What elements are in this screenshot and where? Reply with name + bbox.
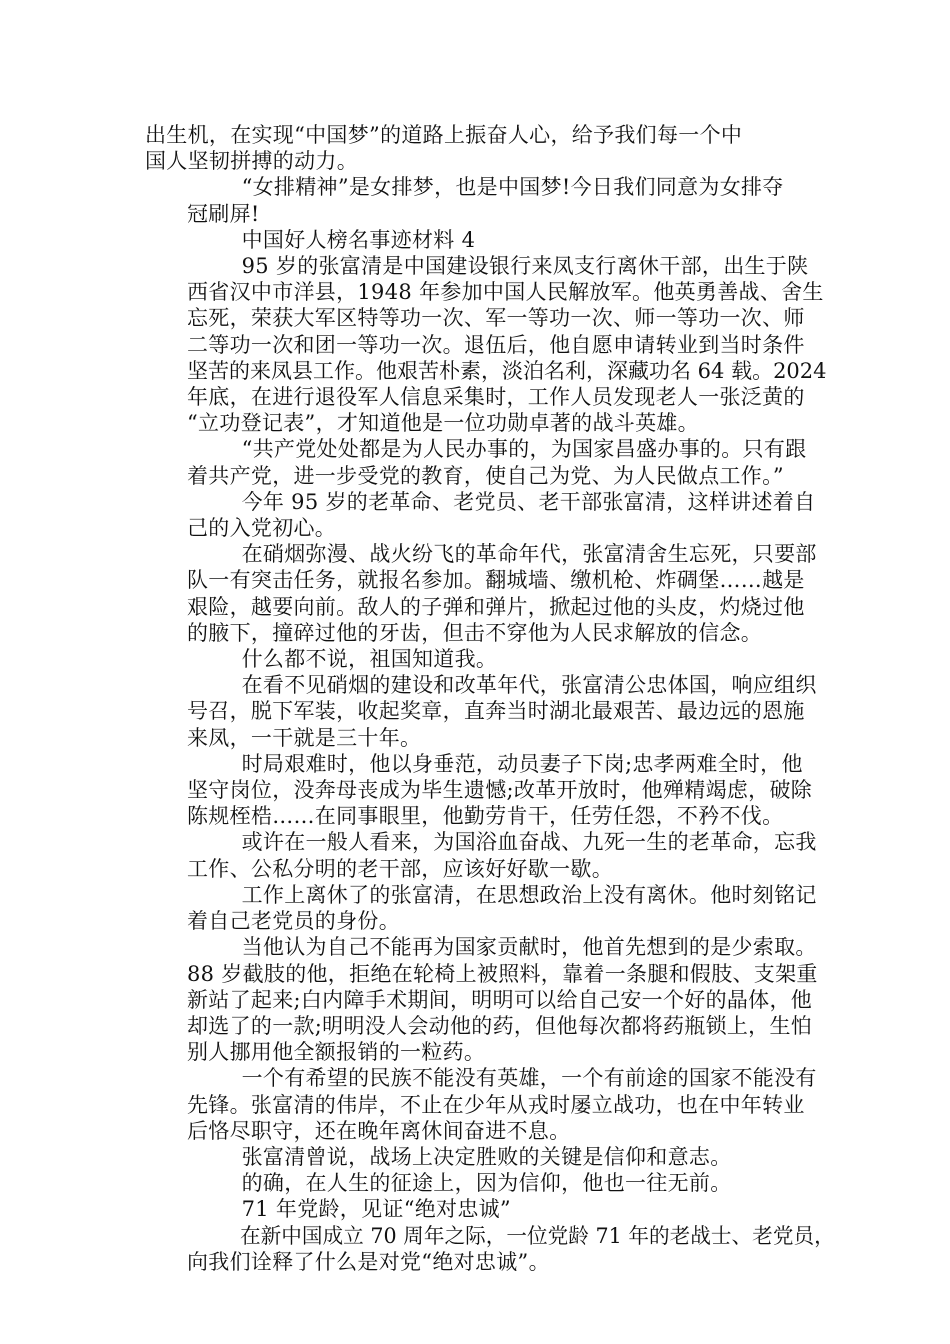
text-line: 时局艰难时，他以身垂范，动员妻子下岗;忠孝两难全时，他: [241, 751, 803, 776]
document-body: [145, 122, 835, 1275]
paragraph: [145, 829, 830, 881]
text-line: 后恪尽职守，还在晚年离休间奋进不息。: [187, 1118, 571, 1143]
text-line: 年底，在进行退役军人信息采集时，工作人员发现老人一张泛黄的: [187, 385, 805, 410]
text-line: 新站了起来;白内障手术期间，明明可以给自己安一个好的晶体，他: [187, 987, 813, 1012]
paragraph: [145, 253, 830, 436]
text-line: 88 岁截肢的他，拒绝在轮椅上被照料，靠着一条腿和假肢、支架重: [187, 961, 818, 986]
text-line: 的确，在人生的征途上，因为信仰，他也一往无前。: [241, 1171, 732, 1196]
text-line: 向我们诠释了什么是对党“绝对忠诚”。: [187, 1249, 550, 1274]
paragraph: [145, 436, 830, 488]
paragraph: [145, 934, 830, 1065]
paragraph: [145, 751, 830, 830]
text-line: 二等功一次和团一等功一次。退伍后，他自愿申请转业到当时条件: [187, 332, 805, 357]
text-line: “立功登记表”，才知道他是一位功勋卓著的战斗英雄。: [187, 411, 699, 436]
paragraph: [145, 122, 830, 174]
text-line: 在硝烟弥漫、战火纷飞的革命年代，张富清舍生忘死，只要部: [241, 542, 817, 567]
text-line: 忘死，荣获大军区特等功一次、军一等功一次、师一等功一次、师: [187, 306, 805, 331]
text-line: 当他认为自己不能再为国家贡献时，他首先想到的是少索取。: [241, 935, 817, 960]
text-line: 队一有突击任务，就报名参加。翻城墙、缴机枪、炸碉堡……越是: [187, 568, 805, 593]
text-line: 己的入党初心。: [187, 516, 337, 541]
paragraph: [145, 1065, 830, 1144]
text-line: 着自己老党员的身份。: [187, 909, 400, 934]
text-line: 什么都不说，祖国知道我。: [241, 647, 498, 672]
text-line: 却选了的一款;明明没人会动他的药，但他每次都将药瓶锁上，生怕: [187, 1013, 813, 1038]
paragraph: [145, 227, 830, 253]
text-line: 来凤，一干就是三十年。: [187, 725, 422, 750]
text-line: 在看不见硝烟的建设和改革年代，张富清公忠体国，响应组织: [241, 673, 817, 698]
text-line: 出生机，在实现“中国梦”的道路上振奋人心，给予我们每一个中: [145, 123, 743, 147]
text-line: 工作、公私分明的老干部，应该好好歇一歇。: [187, 856, 613, 881]
paragraph: [145, 174, 830, 226]
text-line: 着共产党，进一步受党的教育，使自己为党、为人民做点工作。”: [187, 463, 784, 488]
text-line: 坚苦的来凤县工作。他艰苦朴素，淡泊名利，深藏功名 64 载。2024: [187, 358, 827, 383]
paragraph: [145, 489, 830, 541]
text-line: 95 岁的张富清是中国建设银行来凤支行离休干部，出生于陕: [241, 254, 809, 279]
text-line: 一个有希望的民族不能没有英雄，一个有前途的国家不能没有: [241, 1066, 817, 1091]
paragraph: [145, 882, 830, 934]
text-line: 的腋下，撞碎过他的牙齿，但击不穿他为人民求解放的信念。: [187, 620, 763, 645]
text-line: “女排精神”是女排梦，也是中国梦!今日我们同意为女排夺: [241, 175, 784, 200]
text-line: 在新中国成立 70 周年之际，一位党龄 71 年的老战士、老党员，: [239, 1223, 835, 1248]
text-line: 陈规桎梏……在同事眼里，他勤劳肯干，任劳任怨，不矜不伐。: [187, 804, 784, 829]
text-line: 国人坚韧拼搏的动力。: [145, 149, 358, 174]
paragraph: [145, 1144, 830, 1170]
text-line: 今年 95 岁的老革命、老党员、老干部张富清，这样讲述着自: [241, 489, 816, 514]
text-line: 冠刷屏!: [187, 201, 260, 226]
text-line: 工作上离休了的张富清，在思想政治上没有离休。他时刻铭记: [241, 882, 817, 907]
text-line: 先锋。张富清的伟岸，不止在少年从戎时屡立战功，也在中年转业: [187, 1092, 805, 1117]
paragraph: [145, 541, 830, 646]
paragraph: [145, 1223, 835, 1275]
paragraph: [145, 672, 830, 751]
text-line: 中国好人榜名事迹材料 4: [241, 227, 476, 252]
text-line: 号召，脱下军装，收起奖章，直奔当时湖北最艰苦、最边远的恩施: [187, 699, 805, 724]
text-line: 坚守岗位，没奔母丧成为毕生遗憾;改革开放时，他殚精竭虑，破除: [187, 778, 813, 803]
text-line: 艰险，越要向前。敌人的子弹和弹片，掀起过他的头皮，灼烧过他: [187, 594, 805, 619]
text-line: 71 年党龄，见证“绝对忠诚”: [241, 1197, 511, 1222]
text-line: “共产党处处都是为人民办事的，为国家昌盛办事的。只有跟: [241, 437, 807, 462]
text-line: 张富清曾说，战场上决定胜败的关键是信仰和意志。: [241, 1144, 732, 1169]
text-line: 西省汉中市洋县，1948 年参加中国人民解放军。他英勇善战、舍生: [187, 280, 824, 305]
paragraph: [145, 1196, 830, 1222]
paragraph: [145, 1170, 830, 1196]
text-line: 或许在一般人看来，为国浴血奋战、九死一生的老革命，忘我: [241, 830, 817, 855]
paragraph: [145, 646, 830, 672]
text-line: 别人挪用他全额报销的一粒药。: [187, 1040, 486, 1065]
